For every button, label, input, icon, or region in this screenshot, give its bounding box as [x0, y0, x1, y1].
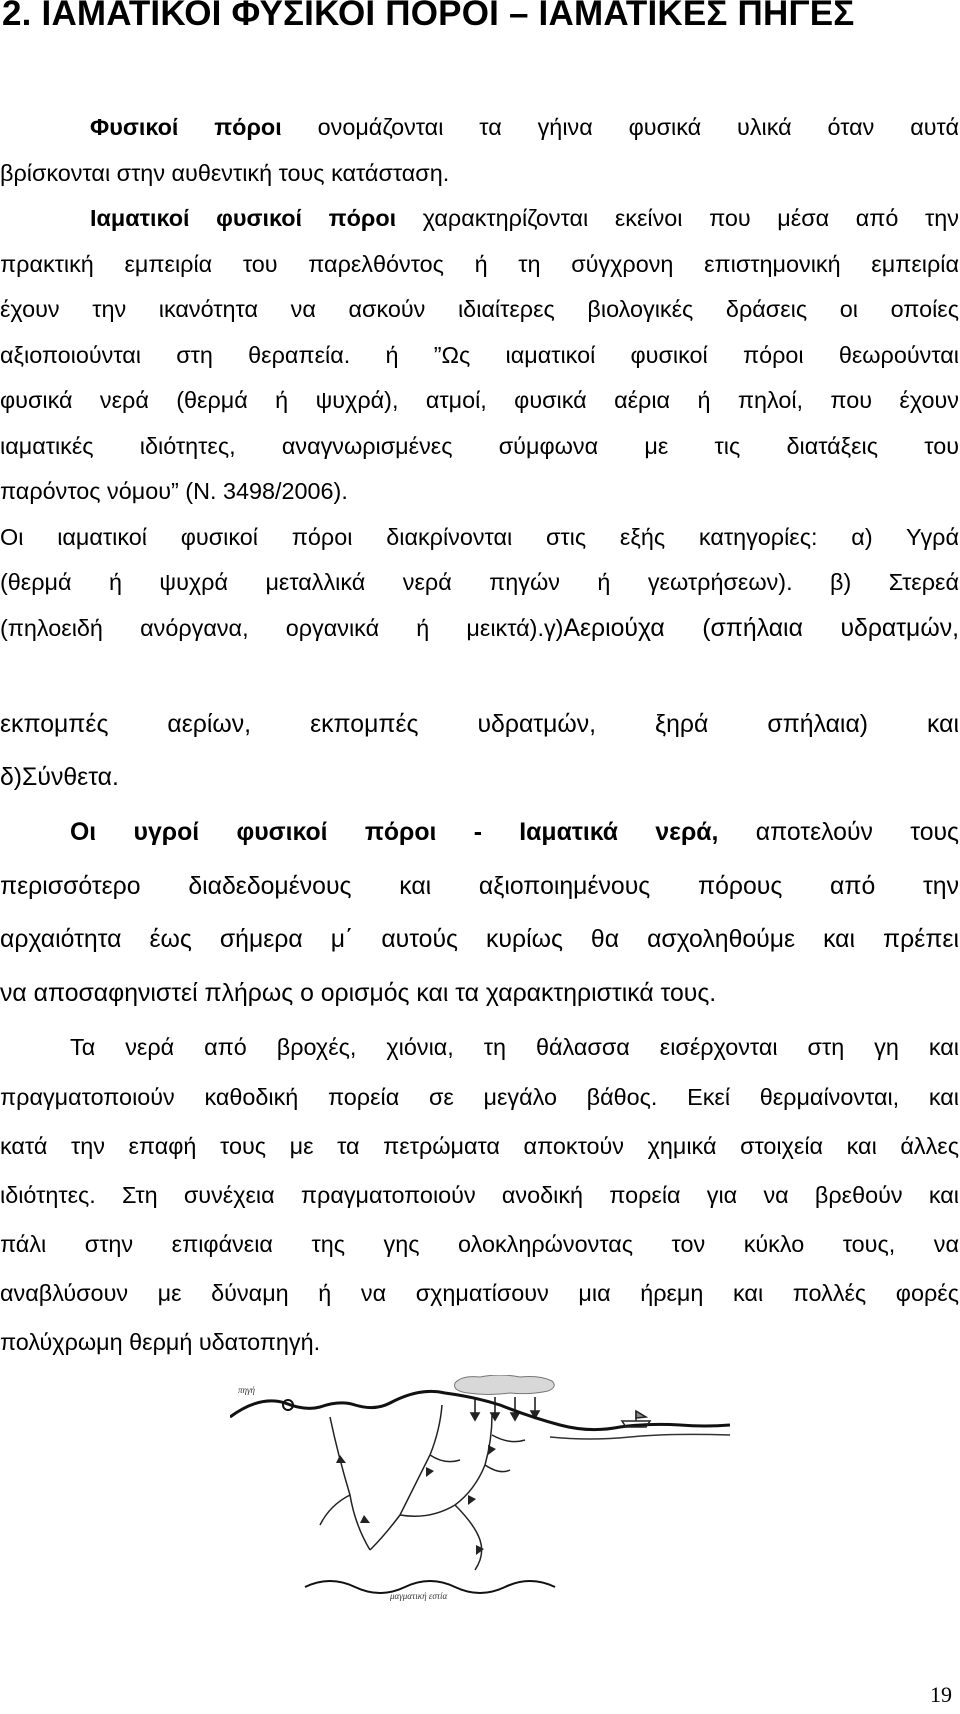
- p2-line-1: [0, 204, 959, 232]
- magma-label: μαγματική εστία: [390, 1591, 448, 1601]
- p5-line-7: πολύχρωμη θερμή υδατοπηγή.: [0, 1329, 321, 1355]
- p2-line-3: έχουν την ικανότητα να ασκούν ιδιαίτερες βιολογικές δράσεις οι οποίες: [0, 296, 959, 322]
- sea-surface: [550, 1434, 730, 1439]
- page-number: 19: [930, 1682, 952, 1707]
- cloud-icon: [455, 1375, 555, 1395]
- p3-line-5: δ)Σύνθετα.: [0, 764, 119, 791]
- p3-line-3: [0, 614, 959, 643]
- p5-line-1: Τα νερά από βροχές, χιόνια, τη θάλασσα εισέρχονται στη γη και: [70, 1034, 959, 1060]
- p1-bold-term: Φυσικοί πόροι: [90, 114, 282, 140]
- flow-arrows: [336, 1445, 496, 1555]
- water-cycle-illustration: [230, 1375, 730, 1601]
- p2-line-4: αξιοποιούνται στη θεραπεία. ή ”Ως ιαματικοί φυσικοί πόροι θεωρούνται: [0, 342, 959, 368]
- p5-line-4: ιδιότητες. Στη συνέχεια πραγματοποιούν ανοδική πορεία για να βρεθούν και: [0, 1182, 959, 1208]
- p3-line-4: εκπομπές αερίων, εκπομπές υδρατμών, ξηρά σπήλαια) και: [0, 711, 959, 738]
- p3-line-2: (θερμά ή ψυχρά μεταλλικά νερά πηγών ή γεωτρήσεων). β) Στερεά: [0, 569, 959, 595]
- water-cycle-figure: [230, 1375, 730, 1601]
- p2-line-2: πρακτική εμπειρία του παρελθόντος ή τη σύγχρονη επιστημονική εμπειρία: [0, 251, 959, 277]
- p5-line-3: κατά την επαφή τους με τα πετρώματα αποκτούν χημικά στοιχεία και άλλες: [0, 1133, 959, 1159]
- spring-label: πηγή: [238, 1385, 255, 1395]
- p2-line-5: φυσικά νερά (θερμά ή ψυχρά), ατμοί, φυσικά αέρια ή πηλοί, που έχουν: [0, 387, 959, 413]
- terrain-surface: [230, 1391, 730, 1429]
- p2-line-1-text: χαρακτηρίζονται εκείνοι που μέσα από την: [396, 205, 959, 231]
- underground-channels: [320, 1405, 525, 1570]
- p5-line-2: πραγματοποιούν καθοδική πορεία σε μεγάλο βάθος. Εκεί θερμαίνονται, και: [0, 1084, 959, 1110]
- p1-line-1-text: ονομάζονται τα γήινα φυσικά υλικά όταν αυτά: [281, 114, 959, 140]
- p1-line-2: βρίσκονται στην αυθεντική τους κατάσταση.: [0, 160, 450, 186]
- p5-line-6: αναβλύσουν με δύναμη ή να σχηματίσουν μια ήρεμη και πολλές φορές: [0, 1280, 959, 1306]
- p2-line-7: παρόντος νόμου” (Ν. 3498/2006).: [0, 478, 348, 504]
- p4-line-2: περισσότερο διαδεδομένους και αξιοποιημένους πόρους από την: [0, 873, 959, 900]
- p4-line-4: να αποσαφηνιστεί πλήρως ο ορισμός και τα χαρακτηριστικά τους.: [0, 980, 717, 1007]
- p5-line-5: πάλι στην επιφάνεια της γης ολοκληρώνοντας τον κύκλο τους, να: [0, 1231, 959, 1257]
- p4-line-1: [0, 819, 959, 847]
- p2-line-6: ιαματικές ιδιότητες, αναγνωρισμένες σύμφωνα με τις διατάξεις του: [0, 433, 959, 459]
- section-heading: 2. ΙΑΜΑΤΙΚΟΙ ΦΥΣΙΚΟΙ ΠΟΡΟΙ – ΙΑΜΑΤΙΚΕΣ ΠΗΓΕΣ: [2, 0, 855, 33]
- p1-line-1: [0, 113, 959, 141]
- p3-line-3a: (πηλοειδή ανόργανα, οργανικά ή μεικτά).γ): [0, 615, 564, 641]
- p3-line-1: Οι ιαματικοί φυσικοί πόροι διακρίνονται στις εξής κατηγορίες: α) Υγρά: [0, 524, 959, 550]
- p2-bold-term: Ιαματικοί φυσικοί πόροι: [90, 205, 397, 231]
- p4-bold-term: Οι υγροί φυσικοί πόροι - Ιαματικά νερά,: [70, 819, 719, 846]
- p4-line-3: αρχαιότητα έως σήμερα μ΄ αυτούς κυρίως θα ασχοληθούμε και πρέπει: [0, 926, 959, 953]
- p4-line-1-text: αποτελούν τους: [718, 819, 959, 846]
- p3-line-3b: Αεριούχα (σπήλαια υδρατμών,: [563, 615, 959, 642]
